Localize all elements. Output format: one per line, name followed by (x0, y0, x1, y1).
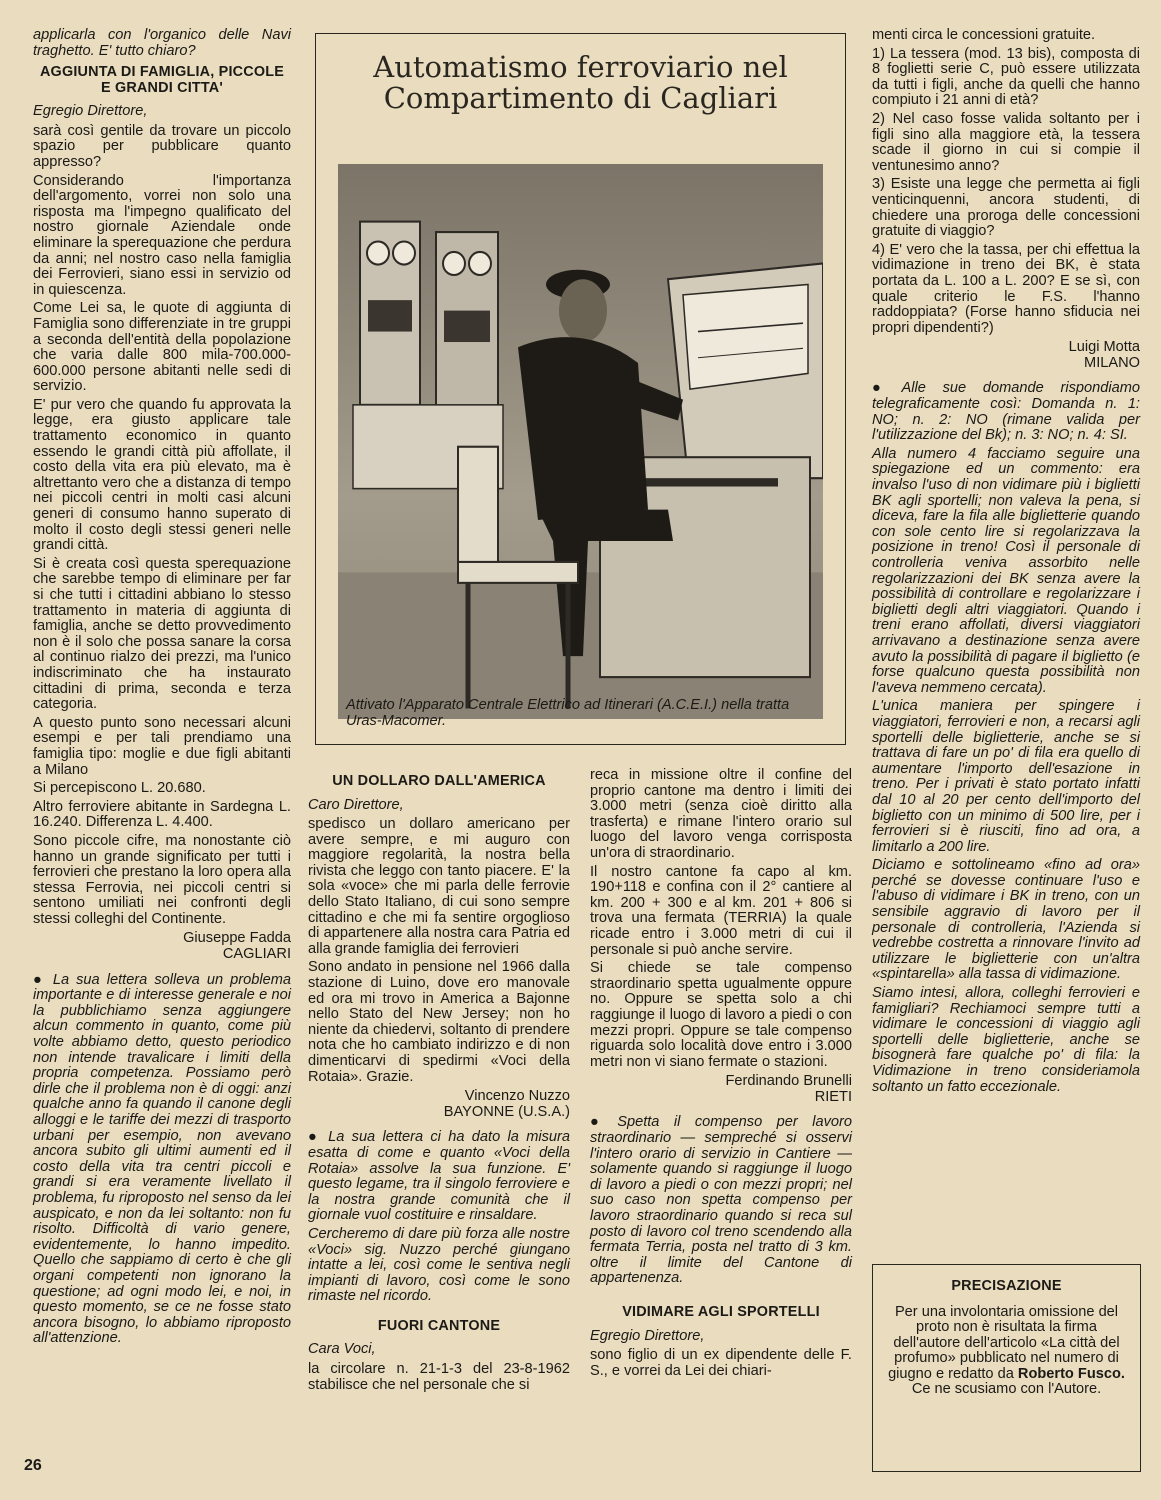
letter-paragraph: Il nostro cantone fa capo al km. 190+118 e confina con il 2° cantiere al km. 200 + 300 e al km. 201 + 806 si trova una fermata (TERRIA) la quale ricade entro i 3.000 metri di cui il personale si può anche servire. (590, 863, 852, 958)
column-3 (590, 768, 852, 1382)
precisazione-box (872, 1264, 1141, 1472)
letter-paragraph: Sono piccole cifre, ma nonostante ciò hanno un grande significato per tutti i ferrovieri che prestano la loro opera alla stessa Ferrovia, nei piccoli centri si sentono umiliati nei confronti degli stessi colleghi del Continente. (33, 832, 291, 927)
letter-paragraph: sarà così gentile da trovare un piccolo spazio per pubblicare quanto appresso? (33, 122, 291, 170)
column-4 (872, 28, 1140, 1098)
heading-aggiunta-famiglia: AGGIUNTA DI FAMIGLIA, PICCOLE E GRANDI CITTA' (39, 64, 285, 96)
signature (308, 1089, 570, 1120)
intro-text: applicarla con l'organico delle Navi traghetto. E' tutto chiaro? (33, 27, 291, 59)
signature-name: Vincenzo Nuzzo (464, 1088, 570, 1105)
precisazione-text: Per una involontaria omissione del proto non è risultata la firma dell'autore dell'articolo «La città del profumo» pubblicato nel numero di giugno e redatto da Roberto Fusco. Ce ne scusiamo con l'Autore. (888, 1303, 1125, 1398)
author-name: Roberto Fusco. (1017, 1365, 1125, 1382)
editor-reply: Alla numero 4 facciamo seguire una spiegazione ed un commento: era invalso l'uso di non vidimare più i biglietti BK agli sportelli; non valeva la pena, si diceva, fare la fila alle biglietterie quando con sole cento lire si regolarizzava la posizione in treno! Così il personale di controlleria veniva assorbito nelle regolarizzazioni dei BK senza avere la possibilità di controllare e regolarizzare i biglietti degli altri viaggiatori. Quando i treni erano affollati, diversi viaggiatori arrivavano a destinazione senza avere avuto la possibilità di pagare il biglietto (e forse qualcuno questa possibilità non l'aveva nemmeno cercata). (872, 445, 1140, 696)
letter-paragraph: E' pur vero che quando fu approvata la legge, era giusto applicare tale trattamento economico in quanto essendo le grandi città più affollate, il costo della vita era più elevato, ma è altrettanto vero che a distanza di tempo nei piccoli centri in molti casi alcuni generi di consumo hanno superato di molto il costo degli stessi generi nelle grandi città. (33, 396, 291, 554)
question-4: 4) E' vero che la tassa, per chi effettua la vidimazione in treno dei BK, è stata portata da L. 100 a L. 200? E se sì, con quale criterio le F.S. l'hanno raddoppiata? (Forse hanno sfiducia nei propri dipendenti?) (872, 241, 1140, 336)
editor-reply: Cercheremo di dare più forza alle nostre «Voci» sig. Nuzzo perché giungano intatte a lei, così come le sentiva negli impianti di lavoro, così come le sono rimaste nel ricordo. (308, 1225, 570, 1305)
photo-acei-control-room (338, 164, 823, 719)
question-1: 1) La tessera (mod. 13 bis), composta di 8 foglietti serie C, può essere utilizzata da tutti i figli, anche da quelli che hanno compiuto i 21 anni di età? (872, 45, 1140, 109)
signature (33, 931, 291, 962)
heading-vidimare: VIDIMARE AGLI SPORTELLI (622, 1304, 820, 1320)
salutation: Caro Direttore, (308, 796, 404, 813)
salutation: Egregio Direttore, (590, 1327, 705, 1344)
editor-reply: Diciamo e sottolineamo «fino ad ora» perché se dovesse continuare l'uso e l'abuso di vidimare i BK in treno, con un sensibile aggravio di lavoro per il personale di controlleria, l'Azienda si vedrebbe costretta a rinnovare l'invito ad utilizzare le biglietterie con un'altra «spintarella» alla tassa di vidimazione. (872, 857, 1140, 983)
column-2 (308, 768, 570, 1396)
signature-name: Luigi Motta (1068, 339, 1140, 356)
signature-name: Ferdinando Brunelli (725, 1073, 852, 1090)
letter-paragraph: sono figlio di un ex dipendente delle F. S., e vorrei da Lei dei chiari- (590, 1347, 852, 1379)
letter-paragraph: Si chiede se tale compenso straordinario spetta ugualmente oppure no. Oppure se spetta solo a chi raggiunge il luogo di lavoro a piedi o con mezzi propri. Oppure se tale compenso riguarda solo località dove entro i 3.000 metri non vi siano fermate o stazioni. (590, 960, 852, 1070)
letter-paragraph: Si percepiscono L. 20.680. (33, 780, 206, 797)
signature-city: RIETI (814, 1088, 852, 1105)
editor-reply: ● Spetta il compenso per lavoro straordinario — sempreché si osservi l'intero orario di servizio in Cantiere — solamente quando si raggiunge il luogo di lavoro a piedi o con mezzi propri; nel suo caso non spetta compenso per lavoro straordinario quando si reca sul posto di lavoro col treno scendendo alla fermata Terria, posta nel tratto di 3 km. oltre il limite del Cantone di appartenenza. (590, 1114, 852, 1287)
signature-city: MILANO (1084, 354, 1140, 371)
photo-caption: Attivato l'Apparato Centrale Elettrico ad Itinerari (A.C.E.I.) nella tratta Uras-Macomer. (346, 697, 790, 729)
letter-paragraph: menti circa le concessioni gratuite. (872, 27, 1096, 43)
signature (872, 340, 1140, 371)
editor-reply: ● Alle sue domande rispondiamo telegraficamente così: Domanda n. 1: NO; n. 2: NO (rimane valida per l'utilizzazione del Bk); n. 3: NO; n. 4: SI. (872, 380, 1140, 444)
page-number: 26 (24, 1457, 42, 1474)
letter-paragraph: Altro ferroviere abitante in Sardegna L. 16.240. Differenza L. 4.400. (33, 798, 291, 831)
heading-dollaro: UN DOLLARO DALL'AMERICA (332, 773, 546, 789)
letter-paragraph: la circolare n. 21-1-3 del 23-8-1962 stabilisce che nel personale che si (308, 1361, 570, 1393)
question-3: 3) Esiste una legge che permetta ai figli venticinquenni, ancora studenti, di chiedere una proroga delle concessioni gratuite di viaggio? (872, 176, 1140, 240)
question-2: 2) Nel caso fosse valida soltanto per i figli sino alla maggiore età, la tessera scade il giorno in cui si compie il ventunesimo anno? (872, 110, 1140, 174)
column-1 (33, 28, 291, 1350)
precisazione-heading: PRECISAZIONE (951, 1278, 1062, 1294)
feature-box (315, 33, 846, 745)
letter-paragraph: reca in missione oltre il confine del proprio cantone ma dentro i limiti dei 3.000 metri (senza cioè diritto alla trasferta) e rimane l'intero orario sul luogo del lavoro venga corrisposta un'ora di straordinario. (590, 767, 852, 861)
salutation: Cara Voci, (308, 1341, 376, 1358)
bullet-icon: ● (308, 1129, 321, 1146)
letter-paragraph: Come Lei sa, le quote di aggiunta di Famiglia sono differenziate in tre gruppi a seconda dell'entità della popolazione che varia dalle 800 mila-700.000-600.000 persone abitanti nelle sedi di servizio. (33, 300, 291, 395)
salutation: Egregio Direttore, (33, 103, 148, 120)
bullet-icon: ● (590, 1114, 610, 1131)
signature-city: CAGLIARI (222, 946, 291, 963)
letter-paragraph: Sono andato in pensione nel 1966 dalla stazione di Luino, dove ero manovale ed ora mi trovo in America a Bajonne nello Stato del New Jersey; non ho niente da chiedervi, soltanto di prendere nota che ho cambiato indirizzo e di non dimenticarvi di spedirmi «Voci della Rotaia». Grazie. (308, 959, 570, 1085)
signature-name: Giuseppe Fadda (183, 930, 291, 947)
bullet-icon: ● (33, 971, 45, 988)
heading-fuori-cantone: FUORI CANTONE (377, 1317, 501, 1334)
feature-title: Automatismo ferroviario nel Compartimento di Cagliari (373, 50, 788, 115)
editor-reply: ● La sua lettera ci ha dato la misura esatta di come e quanto «Voci della Rotaia» assolve la sua funzione. E' questo legame, tra il singolo ferroviere e la nostra grande comunità che il giornale vuol costituire e rinsaldare. (308, 1129, 570, 1224)
signature-city: BAYONNE (U.S.A.) (443, 1103, 570, 1120)
editor-reply: ● La sua lettera solleva un problema importante e di interesse generale e noi la pubblichiamo senza aggiungere alcun commento in quanto, come più volte abbiamo detto, questo periodico non intende travalicare i limiti della propria competenza. Possiamo però dirle che il problema non è di oggi: anzi qualche anno fa quando il canone degli alloggi e le tariffe dei mezzi di trasporto urbani per esempio, non avevano ancora subito gli ultimi aumenti ed il costo della vita tra centri piccoli e grandi si era veramente livellato il problema, fu riproposto nel senso da lei auspicato, e non da lei soltanto: non fu risolto. Difficoltà di vario genere, evidentemente, lo hanno impedito. Quello che sappiamo di certo è che gli organi competenti non ignorano la questione; ad ogni modo lei, e noi, in questo momento, se ce ne fosse stato ancora bisogno, lo abbiamo riproposto all'attenzione. (33, 971, 291, 1347)
letter-paragraph: A questo punto sono necessari alcuni esempi e per tali prendiamo una famiglia tipo: moglie e due figli abitanti a Milano (33, 714, 291, 778)
bullet-icon: ● (872, 380, 894, 397)
editor-reply: L'unica maniera per spingere i viaggiatori, ferrovieri e non, a recarsi agli sportelli delle biglietterie, anche se si trattava di fare un po' di fila era quello di aumentare l'importo dell'esazione in treno. Per i privati è stato portato infatti dal 10 al 20 per cento dell'importo del biglietto con un minimo di 500 lire, per i ferrovieri si è riusciti, fino ad ora, a limitarlo a 200 lire. (872, 698, 1140, 855)
letter-paragraph: spedisco un dollaro americano per avere sempre, e mi auguro con maggiore regolarità, la nostra bella rivista che leggo con tanto piacere. E' la sola «voce» che mi parla delle ferrovie dello Stato Italiano, di cui sono sempre cittadino e che mi fa sentire orgoglioso di appartenere alla nostra cara Patria ed alla grande famiglia dei ferrovieri (308, 816, 570, 957)
letter-paragraph: Si è creata così questa sperequazione che sarebbe tempo di eliminare per far si che tutti i cittadini abbiano lo stesso trattamento in materia di aggiunta di famiglia, anche se detto provvedimento non è il solo che possa sanare la corsa al continuo rialzo dei prezzi, ma l'unico indiscriminato che ha instaurato cittadini di prima, seconda e terza categoria. (33, 555, 291, 713)
editor-reply: Siamo intesi, allora, colleghi ferrovieri e famigliari? Rechiamoci sempre tutti a vidimare le concessioni di viaggio agli sportelli delle biglietterie, anche se bisognerà fare qualche po' di fila: la Vidimazione in treno consideriamola soltanto un fatto eccezionale. (872, 985, 1140, 1095)
letter-paragraph: Considerando l'importanza dell'argomento, vorrei non solo una risposta ma l'impegno qualificato del nostro giornale Aziendale onde eliminare la sperequazione che perdura da anni; nel nostro caso nella famiglia dei Ferrovieri, siano essi in servizio od in quiescenza. (33, 172, 291, 298)
signature (590, 1074, 852, 1105)
